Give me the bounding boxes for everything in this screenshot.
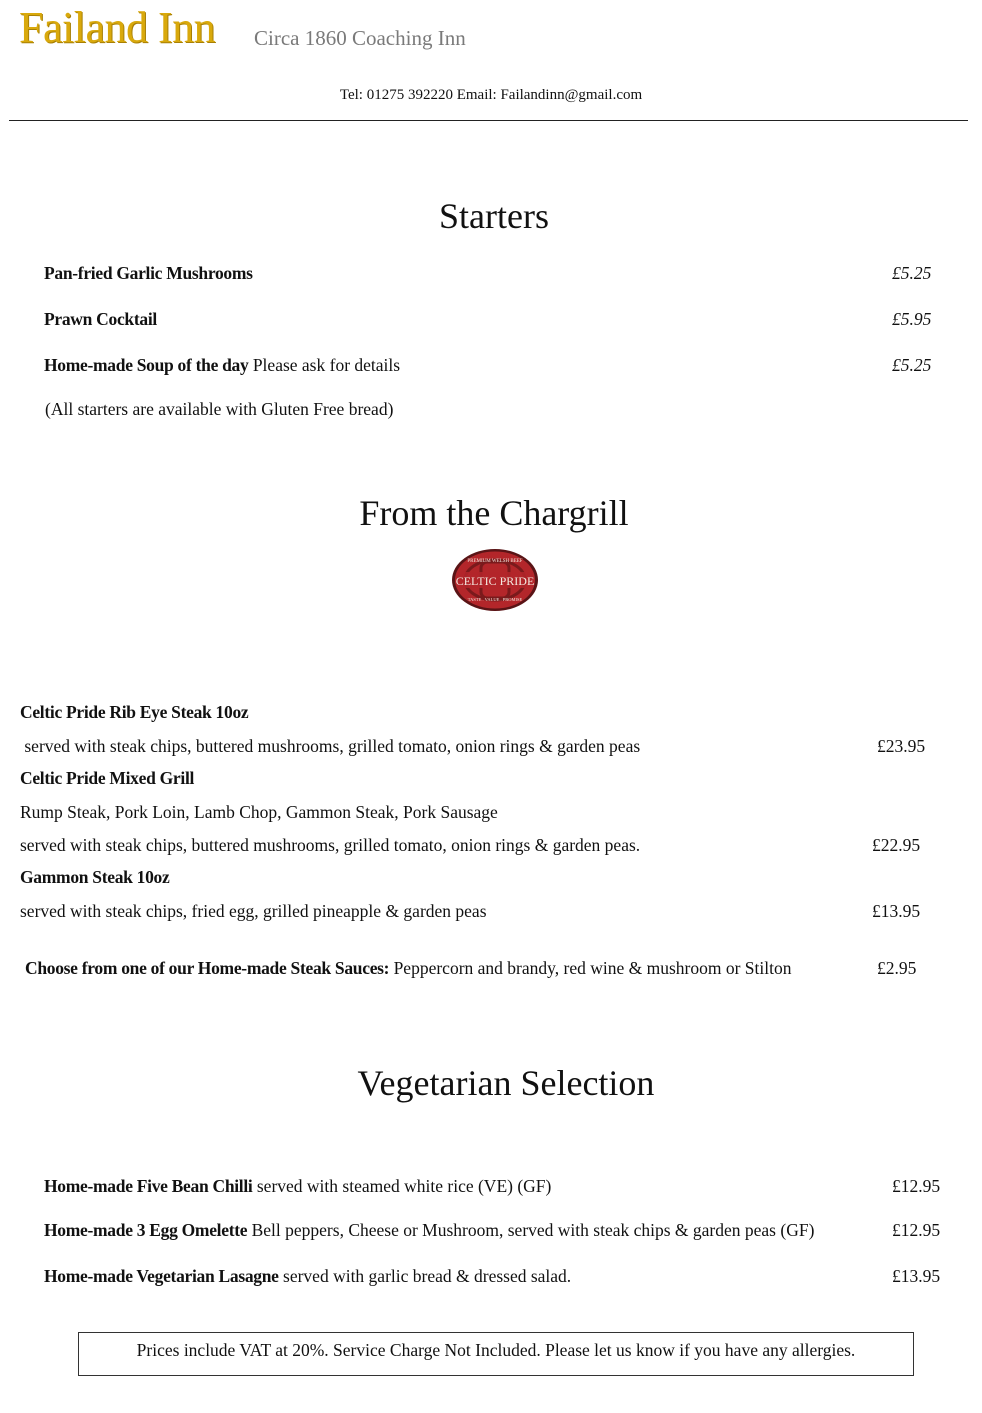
- header-divider: [9, 120, 968, 121]
- menu-item-name: Celtic Pride Mixed Grill: [20, 768, 195, 788]
- menu-item-description: served with steak chips, buttered mushrooms, grilled tomato, onion rings & garden peas.: [20, 835, 641, 855]
- section-heading-chargrill: From the Chargrill: [359, 493, 629, 533]
- menu-item-price: £12.95: [892, 1220, 941, 1240]
- svg-text:TASTE . VALUE . PROMISE: TASTE . VALUE . PROMISE: [467, 597, 523, 602]
- vat-allergy-notice: Prices include VAT at 20%. Service Charge Not Included. Please let us know if you have any allergies.: [78, 1332, 914, 1376]
- svg-text:CELTIC PRIDE: CELTIC PRIDE: [455, 574, 535, 588]
- section-heading-starters: Starters: [439, 196, 549, 236]
- menu-item-price: £23.95: [877, 736, 926, 756]
- menu-item-name: Celtic Pride Rib Eye Steak 10oz: [20, 702, 249, 722]
- menu-item-price: £2.95: [877, 958, 917, 978]
- menu-item-description: served with steak chips, buttered mushrooms, grilled tomato, onion rings & garden peas: [20, 736, 641, 756]
- menu-item-name: Prawn Cocktail: [44, 309, 157, 329]
- steak-sauces: Choose from one of our Home-made Steak Sauces: Peppercorn and brandy, red wine & mushroom or Stilton: [25, 958, 792, 978]
- menu-item-description: Rump Steak, Pork Loin, Lamb Chop, Gammon Steak, Pork Sausage: [20, 802, 498, 822]
- menu-item-price: £13.95: [892, 1266, 941, 1286]
- menu-item-price: £5.25: [892, 355, 932, 375]
- section-heading-vegetarian: Vegetarian Selection: [357, 1063, 655, 1103]
- starters-note: (All starters are available with Gluten Free bread): [45, 399, 394, 419]
- svg-text:PREMIUM WELSH BEEF: PREMIUM WELSH BEEF: [467, 559, 523, 564]
- menu-item-price: £22.95: [872, 835, 921, 855]
- menu-item-name: Home-made Five Bean Chilli served with steamed white rice (VE) (GF): [44, 1176, 552, 1196]
- menu-item-name: Home-made 3 Egg Omelette Bell peppers, Cheese or Mushroom, served with steak chips & garden peas (GF): [44, 1220, 815, 1240]
- contact-line: Tel: 01275 392220 Email: Failandinn@gmail.com: [339, 87, 643, 103]
- menu-item-name: Home-made Soup of the day Please ask for details: [44, 355, 401, 375]
- inn-subtitle: Circa 1860 Coaching Inn: [254, 26, 466, 50]
- menu-item-price: £12.95: [892, 1176, 941, 1196]
- menu-item-name: Pan-fried Garlic Mushrooms: [44, 263, 253, 283]
- inn-name: Failand Inn: [19, 3, 216, 52]
- menu-item-name: Gammon Steak 10oz: [20, 867, 170, 887]
- menu-item-price: £5.25: [892, 263, 932, 283]
- menu-item-name: Home-made Vegetarian Lasagne served with garlic bread & dressed salad.: [44, 1266, 572, 1286]
- menu-item-description: served with steak chips, fried egg, grilled pineapple & garden peas: [20, 901, 487, 921]
- celtic-pride-logo-icon: [451, 548, 539, 612]
- menu-item-price: £5.95: [892, 309, 932, 329]
- menu-item-price: £13.95: [872, 901, 921, 921]
